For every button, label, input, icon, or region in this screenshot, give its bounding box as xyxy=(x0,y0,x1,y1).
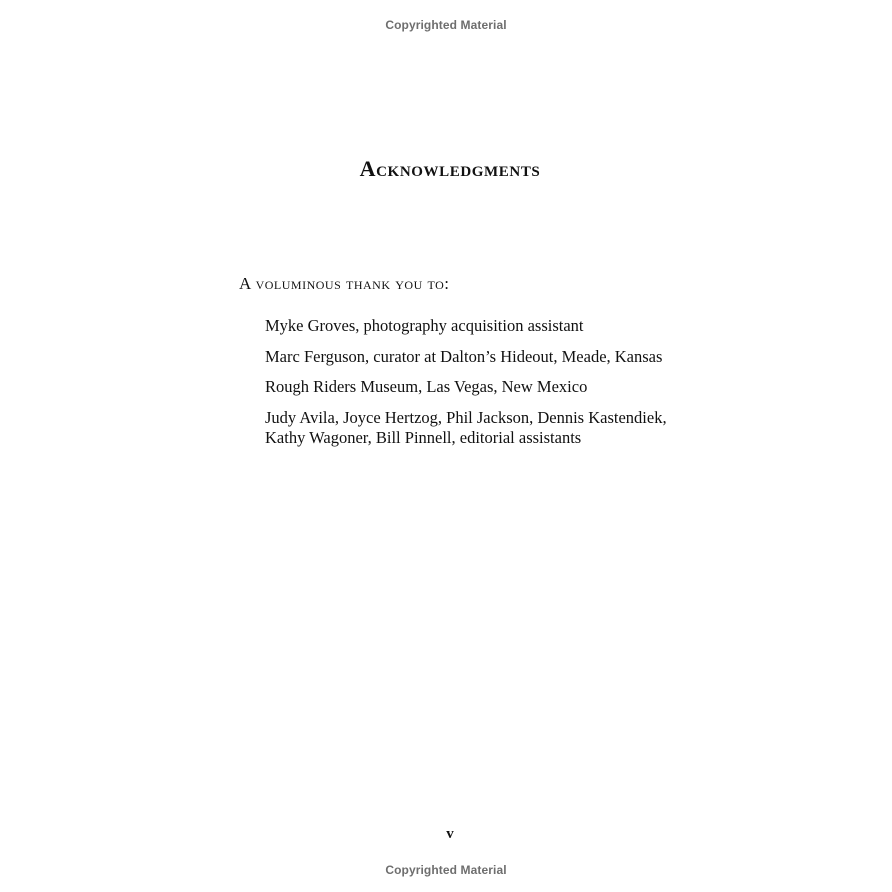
acknowledgment-entry: Rough Riders Museum, Las Vegas, New Mexico xyxy=(265,377,588,396)
page-title: Acknowledgments xyxy=(359,156,541,181)
acknowledgment-entry: Marc Ferguson, curator at Dalton’s Hideout, Meade, Kansas xyxy=(265,346,663,366)
acknowledgment-entry: Myke Groves, photography acquisition assistant xyxy=(265,316,584,335)
acknowledgment-entry: Judy Avila, Joyce Hertzog, Phil Jackson, Dennis Kastendiek, Kathy Wagoner, Bill Pinnell, editorial assistants xyxy=(265,407,667,447)
copyright-watermark-bottom: Copyrighted Material xyxy=(385,863,507,877)
acknowledgment-list xyxy=(265,316,685,459)
page-number: v xyxy=(446,826,454,842)
intro-line: A voluminous thank you to: xyxy=(239,274,450,293)
copyright-watermark-top: Copyrighted Material xyxy=(385,18,507,32)
